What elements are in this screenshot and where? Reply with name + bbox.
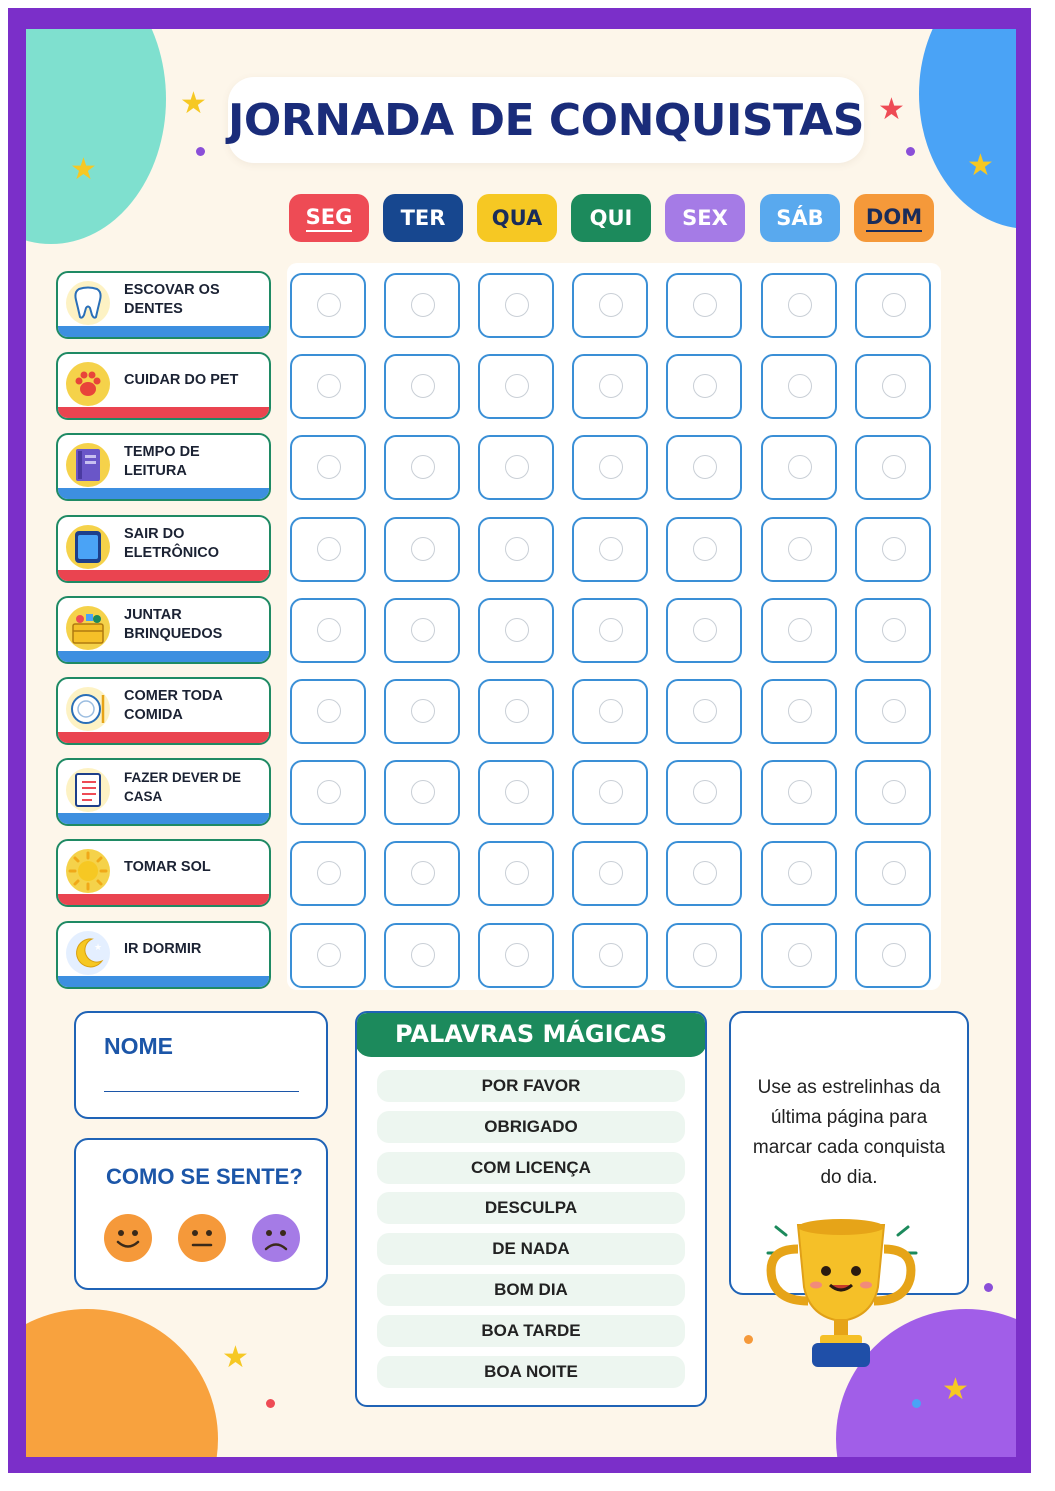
day-header-dom bbox=[854, 194, 934, 242]
checkbox-cell[interactable] bbox=[384, 517, 460, 582]
checkbox-cell[interactable] bbox=[666, 598, 742, 663]
checkbox-cell[interactable] bbox=[478, 273, 554, 338]
name-card bbox=[74, 1011, 328, 1119]
checkbox-cell[interactable] bbox=[478, 760, 554, 825]
checkbox-cell[interactable] bbox=[572, 354, 648, 419]
check-circle-icon bbox=[788, 455, 812, 479]
check-circle-icon bbox=[693, 943, 717, 967]
check-circle-icon bbox=[317, 699, 341, 723]
checkbox-cell[interactable] bbox=[478, 517, 554, 582]
day-label: TER bbox=[400, 206, 446, 230]
task-label: JUNTAR BRINQUEDOS bbox=[124, 606, 223, 642]
check-circle-icon bbox=[505, 861, 529, 885]
checkbox-cell[interactable] bbox=[761, 517, 837, 582]
page-title: JORNADA DE CONQUISTAS bbox=[228, 94, 864, 146]
checkbox-cell[interactable] bbox=[761, 760, 837, 825]
checkbox-cell[interactable] bbox=[666, 517, 742, 582]
check-circle-icon bbox=[693, 699, 717, 723]
task-label: FAZER DEVER DE CASA bbox=[124, 769, 242, 804]
magic-word-item: DESCULPA bbox=[377, 1192, 685, 1224]
star-icon: ★ bbox=[967, 149, 994, 182]
magic-word-item: DE NADA bbox=[377, 1233, 685, 1265]
task-stripe bbox=[58, 570, 269, 581]
check-circle-icon bbox=[317, 455, 341, 479]
task-card bbox=[56, 596, 271, 664]
check-circle-icon bbox=[317, 861, 341, 885]
checkbox-cell[interactable] bbox=[290, 841, 366, 906]
check-circle-icon bbox=[411, 943, 435, 967]
tip-text: Use as estrelinhas da última página para marcar cada conquista do dia. bbox=[752, 1077, 946, 1188]
checkbox-cell[interactable] bbox=[478, 923, 554, 988]
day-header-sáb bbox=[760, 194, 840, 242]
star-icon: ★ bbox=[878, 93, 905, 126]
toy-basket-icon bbox=[66, 606, 110, 650]
check-circle-icon bbox=[788, 374, 812, 398]
neutral-face-icon[interactable] bbox=[178, 1214, 226, 1262]
magic-word-item: POR FAVOR bbox=[377, 1070, 685, 1102]
moon-icon bbox=[66, 931, 110, 975]
decor-dot bbox=[912, 1399, 921, 1408]
check-circle-icon bbox=[317, 374, 341, 398]
decor-blob-blue bbox=[919, 29, 1016, 229]
task-label: TOMAR SOL bbox=[124, 859, 211, 875]
check-circle-icon bbox=[599, 943, 623, 967]
task-stripe bbox=[58, 407, 269, 418]
magic-word-item: COM LICENÇA bbox=[377, 1152, 685, 1184]
check-circle-icon bbox=[505, 699, 529, 723]
check-circle-icon bbox=[599, 861, 623, 885]
check-circle-icon bbox=[317, 780, 341, 804]
magic-word-item: BOA NOITE bbox=[377, 1356, 685, 1388]
check-circle-icon bbox=[788, 943, 812, 967]
sad-face-icon[interactable] bbox=[252, 1214, 300, 1262]
task-card bbox=[56, 677, 271, 745]
day-header-sex bbox=[665, 194, 745, 242]
checkbox-cell[interactable] bbox=[290, 923, 366, 988]
poster-frame bbox=[8, 8, 1031, 1473]
day-label: SÁB bbox=[776, 206, 824, 230]
day-label: SEG bbox=[306, 205, 353, 232]
task-label: TEMPO DE LEITURA bbox=[124, 443, 200, 479]
title-banner bbox=[228, 77, 864, 163]
checkbox-cell[interactable] bbox=[478, 435, 554, 500]
magic-words-title: PALAVRAS MÁGICAS bbox=[355, 1011, 707, 1057]
task-card bbox=[56, 515, 271, 583]
checkbox-cell[interactable] bbox=[290, 435, 366, 500]
checklist-icon bbox=[66, 768, 110, 812]
task-stripe bbox=[58, 894, 269, 905]
checkbox-cell[interactable] bbox=[384, 760, 460, 825]
check-circle-icon bbox=[882, 861, 906, 885]
name-write-line[interactable] bbox=[104, 1091, 299, 1092]
check-circle-icon bbox=[599, 780, 623, 804]
check-circle-icon bbox=[411, 293, 435, 317]
checkbox-cell[interactable] bbox=[384, 841, 460, 906]
checkbox-cell[interactable] bbox=[290, 273, 366, 338]
checkbox-cell[interactable] bbox=[572, 273, 648, 338]
magic-word-item: BOM DIA bbox=[377, 1274, 685, 1306]
checkbox-cell[interactable] bbox=[572, 841, 648, 906]
check-circle-icon bbox=[411, 374, 435, 398]
day-label: DOM bbox=[866, 205, 922, 232]
checkbox-cell[interactable] bbox=[761, 923, 837, 988]
check-circle-icon bbox=[882, 537, 906, 561]
checkbox-cell[interactable] bbox=[572, 679, 648, 744]
check-circle-icon bbox=[599, 618, 623, 642]
check-circle-icon bbox=[693, 537, 717, 561]
check-circle-icon bbox=[317, 943, 341, 967]
check-circle-icon bbox=[788, 699, 812, 723]
checkbox-cell[interactable] bbox=[666, 841, 742, 906]
check-circle-icon bbox=[599, 699, 623, 723]
name-label: NOME bbox=[104, 1033, 173, 1059]
task-label: CUIDAR DO PET bbox=[124, 372, 239, 388]
star-icon: ★ bbox=[222, 1341, 249, 1374]
task-stripe bbox=[58, 651, 269, 662]
check-circle-icon bbox=[599, 537, 623, 561]
check-circle-icon bbox=[411, 618, 435, 642]
day-header-qua bbox=[477, 194, 557, 242]
checkbox-cell[interactable] bbox=[761, 841, 837, 906]
check-circle-icon bbox=[882, 455, 906, 479]
check-circle-icon bbox=[411, 699, 435, 723]
check-circle-icon bbox=[411, 861, 435, 885]
task-card bbox=[56, 921, 271, 989]
check-circle-icon bbox=[882, 293, 906, 317]
check-circle-icon bbox=[317, 618, 341, 642]
checkbox-cell[interactable] bbox=[478, 598, 554, 663]
day-header-seg bbox=[289, 194, 369, 242]
checkbox-cell[interactable] bbox=[290, 598, 366, 663]
checkbox-cell[interactable] bbox=[761, 354, 837, 419]
decor-blob-teal bbox=[26, 29, 166, 244]
checkbox-cell[interactable] bbox=[761, 435, 837, 500]
checkbox-cell[interactable] bbox=[384, 435, 460, 500]
checkbox-cell[interactable] bbox=[384, 679, 460, 744]
check-circle-icon bbox=[693, 861, 717, 885]
magic-word-item: OBRIGADO bbox=[377, 1111, 685, 1143]
check-circle-icon bbox=[788, 537, 812, 561]
check-circle-icon bbox=[693, 293, 717, 317]
task-card bbox=[56, 433, 271, 501]
checkbox-cell[interactable] bbox=[384, 273, 460, 338]
task-label: SAIR DO ELETRÔNICO bbox=[124, 525, 220, 561]
checkbox-cell[interactable] bbox=[761, 273, 837, 338]
checkbox-cell[interactable] bbox=[290, 354, 366, 419]
task-card bbox=[56, 758, 271, 826]
check-circle-icon bbox=[693, 618, 717, 642]
check-circle-icon bbox=[599, 293, 623, 317]
checkbox-cell[interactable] bbox=[666, 354, 742, 419]
check-circle-icon bbox=[505, 618, 529, 642]
day-header-qui bbox=[571, 194, 651, 242]
checkbox-cell[interactable] bbox=[761, 679, 837, 744]
check-circle-icon bbox=[882, 699, 906, 723]
check-circle-icon bbox=[788, 861, 812, 885]
feelings-card bbox=[74, 1138, 328, 1290]
checkbox-cell[interactable] bbox=[855, 841, 931, 906]
checkbox-cell[interactable] bbox=[572, 517, 648, 582]
star-icon: ★ bbox=[942, 1373, 969, 1406]
task-label: ESCOVAR OS DENTES bbox=[124, 281, 220, 317]
checkbox-cell[interactable] bbox=[666, 435, 742, 500]
magic-words-card bbox=[355, 1011, 707, 1407]
check-circle-icon bbox=[882, 780, 906, 804]
book-icon bbox=[66, 443, 110, 487]
checkbox-cell[interactable] bbox=[855, 354, 931, 419]
checkbox-cell[interactable] bbox=[761, 598, 837, 663]
svg-text:★: ★ bbox=[94, 942, 103, 952]
checkbox-cell[interactable] bbox=[666, 679, 742, 744]
checkbox-cell[interactable] bbox=[478, 841, 554, 906]
checkbox-cell[interactable] bbox=[666, 760, 742, 825]
check-circle-icon bbox=[788, 780, 812, 804]
check-circle-icon bbox=[599, 455, 623, 479]
checkbox-cell[interactable] bbox=[384, 354, 460, 419]
decor-dot bbox=[266, 1399, 275, 1408]
task-stripe bbox=[58, 976, 269, 987]
decor-dot bbox=[906, 147, 915, 156]
task-stripe bbox=[58, 732, 269, 743]
checkbox-cell[interactable] bbox=[478, 679, 554, 744]
check-circle-icon bbox=[505, 374, 529, 398]
checkbox-cell[interactable] bbox=[666, 923, 742, 988]
tablet-icon bbox=[66, 525, 110, 569]
checkbox-cell[interactable] bbox=[572, 923, 648, 988]
checkbox-cell[interactable] bbox=[290, 679, 366, 744]
checkbox-cell[interactable] bbox=[572, 435, 648, 500]
decor-blob-orange bbox=[26, 1309, 218, 1457]
day-header-ter bbox=[383, 194, 463, 242]
check-circle-icon bbox=[317, 293, 341, 317]
check-circle-icon bbox=[505, 455, 529, 479]
task-card bbox=[56, 271, 271, 339]
checkbox-cell[interactable] bbox=[855, 923, 931, 988]
checkbox-cell[interactable] bbox=[290, 517, 366, 582]
task-card bbox=[56, 839, 271, 907]
day-label: QUA bbox=[491, 206, 543, 230]
task-label: IR DORMIR bbox=[124, 941, 202, 957]
check-circle-icon bbox=[505, 293, 529, 317]
trophy-icon bbox=[746, 1209, 936, 1379]
check-circle-icon bbox=[693, 455, 717, 479]
checkbox-cell[interactable] bbox=[855, 679, 931, 744]
checkbox-cell[interactable] bbox=[384, 598, 460, 663]
checkbox-cell[interactable] bbox=[384, 923, 460, 988]
check-circle-icon bbox=[505, 943, 529, 967]
checkbox-cell[interactable] bbox=[666, 273, 742, 338]
check-circle-icon bbox=[317, 537, 341, 561]
check-circle-icon bbox=[788, 618, 812, 642]
task-label: COMER TODA COMIDA bbox=[124, 687, 223, 723]
check-circle-icon bbox=[693, 374, 717, 398]
check-circle-icon bbox=[693, 780, 717, 804]
check-circle-icon bbox=[788, 293, 812, 317]
checkbox-cell[interactable] bbox=[572, 760, 648, 825]
checkbox-cell[interactable] bbox=[290, 760, 366, 825]
task-card bbox=[56, 352, 271, 420]
decor-dot bbox=[196, 147, 205, 156]
tooth-icon bbox=[66, 281, 110, 325]
star-icon: ★ bbox=[180, 87, 207, 120]
check-circle-icon bbox=[505, 780, 529, 804]
check-circle-icon bbox=[411, 780, 435, 804]
task-stripe bbox=[58, 326, 269, 337]
check-circle-icon bbox=[505, 537, 529, 561]
plate-icon bbox=[66, 687, 110, 731]
checkbox-cell[interactable] bbox=[855, 517, 931, 582]
checkbox-cell[interactable] bbox=[855, 760, 931, 825]
check-circle-icon bbox=[882, 943, 906, 967]
poster-background bbox=[26, 29, 1016, 1457]
star-icon: ★ bbox=[70, 153, 97, 186]
checkbox-cell[interactable] bbox=[855, 435, 931, 500]
check-circle-icon bbox=[882, 374, 906, 398]
task-stripe bbox=[58, 488, 269, 499]
sun-icon bbox=[66, 849, 110, 893]
check-circle-icon bbox=[411, 455, 435, 479]
day-label: QUI bbox=[589, 206, 633, 230]
feelings-label: COMO SE SENTE? bbox=[106, 1164, 303, 1189]
task-stripe bbox=[58, 813, 269, 824]
paw-icon bbox=[66, 362, 110, 406]
check-circle-icon bbox=[411, 537, 435, 561]
check-circle-icon bbox=[599, 374, 623, 398]
checkbox-cell[interactable] bbox=[855, 273, 931, 338]
happy-face-icon[interactable] bbox=[104, 1214, 152, 1262]
day-label: SEX bbox=[682, 206, 728, 230]
magic-word-item: BOA TARDE bbox=[377, 1315, 685, 1347]
checkbox-cell[interactable] bbox=[478, 354, 554, 419]
decor-dot bbox=[984, 1283, 993, 1292]
checkbox-cell[interactable] bbox=[572, 598, 648, 663]
checkbox-cell[interactable] bbox=[855, 598, 931, 663]
check-circle-icon bbox=[882, 618, 906, 642]
